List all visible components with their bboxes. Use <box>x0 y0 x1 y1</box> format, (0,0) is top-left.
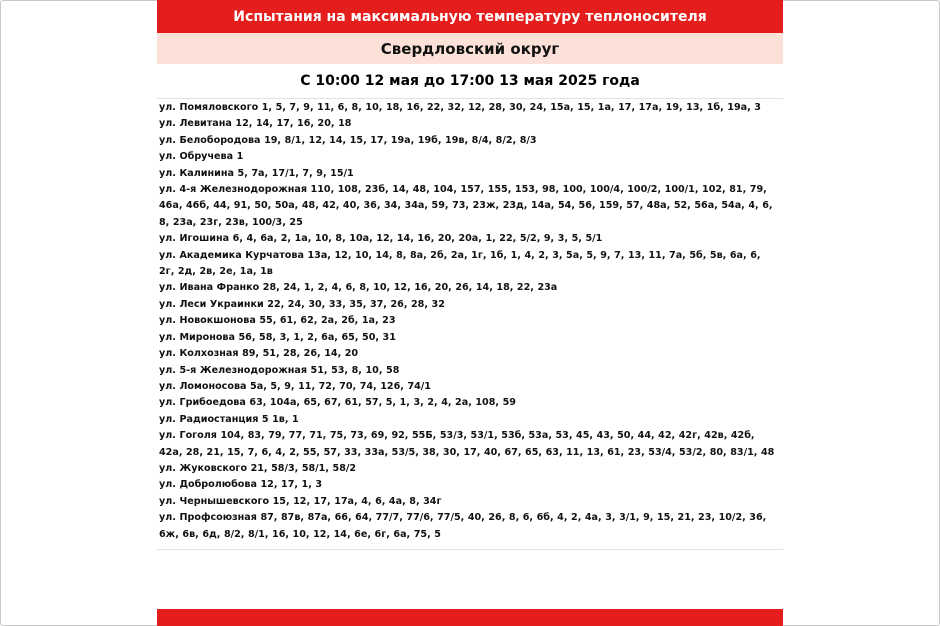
address-row: ул. Новокшонова 55, 61, 62, 2а, 2б, 1а, 23 <box>159 315 396 327</box>
address-row: ул. Обручева 1 <box>159 151 244 163</box>
address-row: ул. Леси Украинки 22, 24, 30, 33, 35, 37, 26, 28, 32 <box>159 298 445 310</box>
address-row: ул. Помяловского 1, 5, 7, 9, 11, 6, 8, 10, 18, 16, 22, 32, 12, 28, 30, 24, 15а, 15, 1а, 17, 17а, 19, 13, 1б, 19а, 3 <box>159 102 761 113</box>
footer-bar <box>157 609 783 626</box>
divider <box>157 549 783 550</box>
address-row: ул. Миронова 56, 58, 3, 1, 2, 6а, 65, 50, 31 <box>159 331 396 343</box>
address-row: ул. Ломоносова 5а, 5, 9, 11, 72, 70, 74, 126, 74/1 <box>159 380 431 392</box>
address-row: ул. Игошина 6, 4, 6а, 2, 1а, 10, 8, 10а, 12, 14, 16, 20, 20а, 1, 22, 5/2, 9, 3, 5, 5/1 <box>159 233 603 245</box>
address-row: ул. Чернышевского 15, 12, 17, 17а, 4, 6, 4а, 8, 34г <box>159 495 442 507</box>
address-row: ул. 5-я Железнодорожная 51, 53, 8, 10, 58 <box>159 364 400 376</box>
address-list <box>159 100 779 543</box>
address-row: ул. Профсоюзная 87, 87в, 87а, 66, 64, 77/7, 77/6, 77/5, 40, 26, 8, 6, 6б, 4, 2, 4а, 3, 3/1, 9, 15, 21, 23, 10/2, 36, 6ж, 6в, 6д, 8/2, 8/1, 16, 10, 12, 14, 6е, 6г, 6а, 75, 5 <box>159 512 767 540</box>
document-sheet <box>157 0 783 626</box>
address-row: ул. Жуковского 21, 58/3, 58/1, 58/2 <box>159 462 357 474</box>
address-row: ул. Академика Курчатова 13а, 12, 10, 14, 8, 8а, 2б, 2а, 1г, 1б, 1, 4, 2, 3, 5а, 5, 9, 7, 13, 11, 7а, 5б, 5в, 6а, 6, 2г, 2д, 2в, 2е, 1а, 1в <box>159 249 761 278</box>
address-row: ул. Белобородова 19, 8/1, 12, 14, 15, 17, 19а, 19б, 19в, 8/4, 8/2, 8/3 <box>159 134 537 146</box>
address-row: ул. Добролюбова 12, 17, 1, 3 <box>159 479 323 491</box>
address-row: ул. Ивана Франко 28, 24, 1, 2, 4, 6, 8, 10, 12, 16, 20, 26, 14, 18, 22, 23а <box>159 282 558 294</box>
district-heading: Свердловский округ <box>157 33 783 64</box>
divider <box>157 98 783 99</box>
address-row: ул. Колхозная 89, 51, 28, 26, 14, 20 <box>159 348 359 360</box>
document-title: Испытания на максимальную температуру теплоносителя <box>157 0 783 33</box>
address-row: ул. Калинина 5, 7а, 17/1, 7, 9, 15/1 <box>159 167 354 179</box>
period-heading: С 10:00 12 мая до 17:00 13 мая 2025 года <box>300 73 640 89</box>
address-row: ул. Гоголя 104, 83, 79, 77, 71, 75, 73, 69, 92, 55Б, 53/3, 53/1, 53б, 53а, 53, 45, 43, 50, 44, 42, 42г, 42в, 42б, 42а, 28, 21, 15, 7, 6, 4, 2, 55, 57, 33, 33а, 53/5, 38, 30, 17, 40, 67, 65, 63, 11, 13, 61, 23, 53/4, 53/2, 80, 83/1, 48 <box>159 430 775 458</box>
address-row: ул. Левитана 12, 14, 17, 16, 20, 18 <box>159 118 352 130</box>
address-row: ул. Грибоедова 63, 104а, 65, 67, 61, 57, 5, 1, 3, 2, 4, 2а, 108, 59 <box>159 397 516 409</box>
address-row: ул. Радиостанция 5 1в, 1 <box>159 413 299 425</box>
address-row: ул. 4-я Железнодорожная 110, 108, 23б, 14, 48, 104, 157, 155, 153, 98, 100, 100/4, 100/2, 100/1, 102, 81, 79, 46а, 46б, 44, 91, 50, 50а, 48, 42, 40, 36, 34, 34а, 59, 73, 23ж, 23д, 14а, 54, 56, 159, 57, 48а, 52, 56а, 54а, 4, 6, 8, 23а, 23г, 23в, 100/3, 25 <box>159 184 773 228</box>
